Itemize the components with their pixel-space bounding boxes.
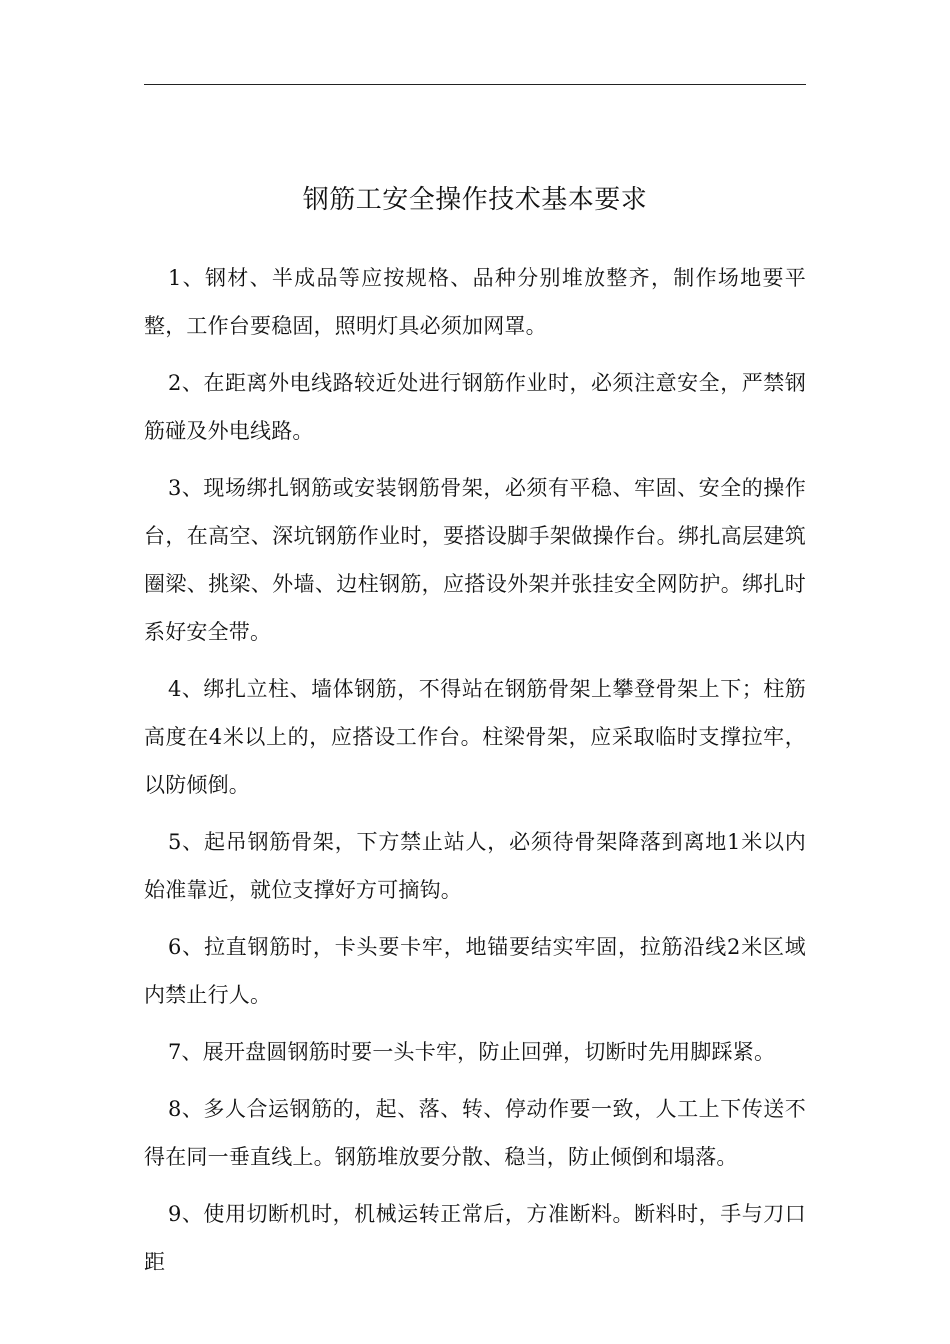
paragraph-1: 1、钢材、半成品等应按规格、品种分别堆放整齐，制作场地要平整，工作台要稳固，照明灯具必须加网罩。 xyxy=(144,266,806,338)
document-title: 钢筋工安全操作技术基本要求 xyxy=(302,185,648,215)
paragraph-4: 4、绑扎立柱、墙体钢筋，不得站在钢筋骨架上攀登骨架上下；柱筋高度在4米以上的，应搭设工作台。柱梁骨架，应采取临时支撑拉牢，以防倾倒。 xyxy=(144,677,806,797)
paragraph-8: 8、多人合运钢筋的，起、落、转、停动作要一致，人工上下传送不得在同一垂直线上。钢筋堆放要分散、稳当，防止倾倒和塌落。 xyxy=(144,1097,806,1169)
paragraph-2: 2、在距离外电线路较近处进行钢筋作业时，必须注意安全，严禁钢筋碰及外电线路。 xyxy=(144,371,806,443)
header-rule xyxy=(144,84,806,85)
paragraph-5: 5、起吊钢筋骨架，下方禁止站人，必须待骨架降落到离地1米以内始准靠近，就位支撑好方可摘钩。 xyxy=(144,830,806,902)
paragraph-6: 6、拉直钢筋时，卡头要卡牢，地锚要结实牢固，拉筋沿线2米区域内禁止行人。 xyxy=(144,935,806,1007)
paragraph-3: 3、现场绑扎钢筋或安装钢筋骨架，必须有平稳、牢固、安全的操作台，在高空、深坑钢筋作业时，要搭设脚手架做操作台。绑扎高层建筑圈梁、挑梁、外墙、边柱钢筋，应搭设外架并张挂安全网防护。绑扎时系好安全带。 xyxy=(144,476,806,644)
paragraph-9: 9、使用切断机时，机械运转正常后，方准断料。断料时，手与刀口距 xyxy=(144,1202,806,1274)
paragraph-7: 7、展开盘圆钢筋时要一头卡牢，防止回弹，切断时先用脚踩紧。 xyxy=(168,1040,776,1064)
document-body xyxy=(144,254,806,1295)
